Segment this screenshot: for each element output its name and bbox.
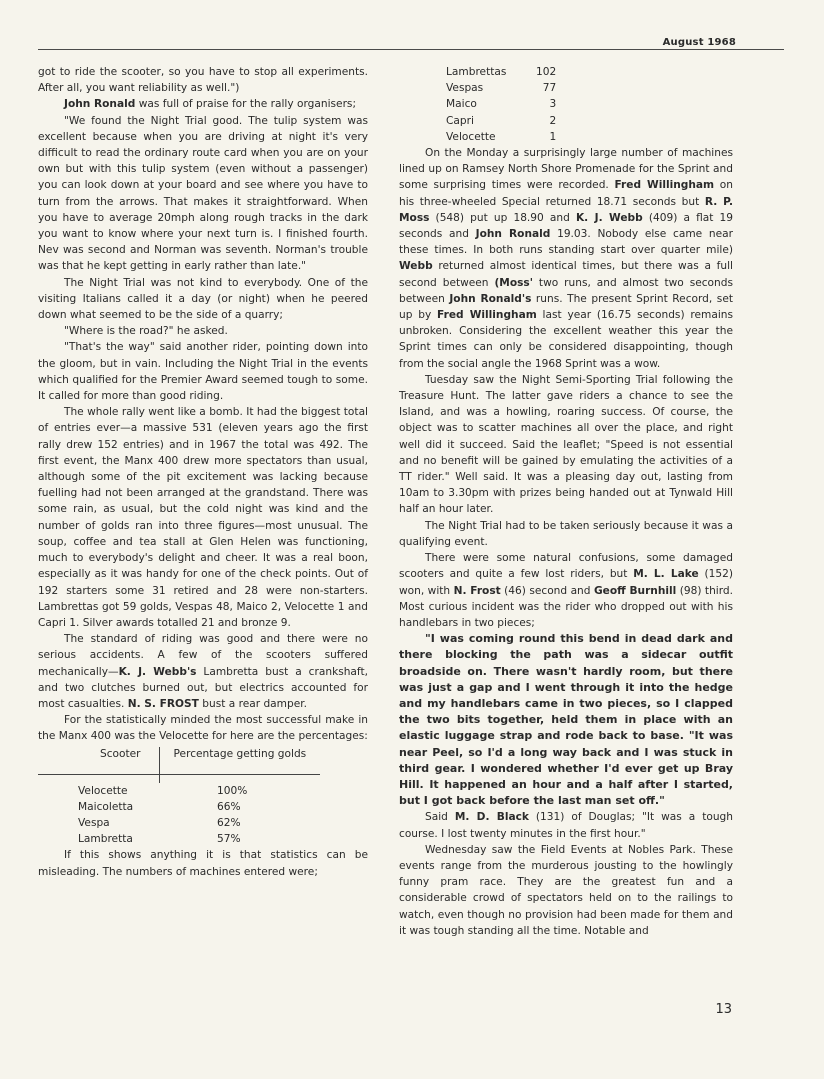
- person-name: N. Frost: [453, 584, 501, 597]
- table-row: Lambretta 57%: [78, 833, 241, 846]
- person-name: John Ronald: [475, 228, 551, 241]
- paragraph: John Ronald was full of praise for the rally organisers;: [64, 98, 357, 111]
- table-row: Vespa 62%: [78, 816, 241, 829]
- header-rule: [38, 49, 784, 50]
- table-row: Capri 2: [446, 114, 557, 127]
- person-name: R. P. Moss: [399, 195, 733, 224]
- paragraph: Tuesday saw the Night Semi-Sporting Trial following the Treasure Hunt. The latter gave riders a chance to see the Island, and was a howling, roaring success. Of course, the object was to scatter machines all over the place, and right well did it succeed. Said the leaflet; "Speed is not essential and no benefit will be gained by emulating the activities of a TT rider." Well said. It was a pleasing day out, lasting from 10am to 3.30pm with prizes being handed out at Tynwald Hill half an hour later.: [399, 373, 733, 516]
- paragraph: got to ride the scooter, so you have to stop all experiments. After all, you want reliability as well."): [38, 66, 368, 95]
- page-number: 13: [715, 1002, 732, 1017]
- person-name: M. L. Lake: [633, 568, 699, 581]
- table-header-scooter: Scooter: [38, 747, 159, 775]
- person-name: Geoff Burnhill: [593, 584, 677, 597]
- paragraph: "That's the way" said another rider, pointing down into the gloom, but in vain. Including the Night Trial in the events which qualified for the Premier Award seemed tough to some. It called for more than good riding.: [38, 341, 368, 403]
- bold-quote: "I was coming round this bend in dead dark and there blocking the path was a sidecar outfit broadside on. There wasn't hardly room, but there was just a gap and I went through it into the hedge and my handlebars came in two pieces, so I clapped the two bits together, held them in place with an elastic luggage strap and rode back to base. "It was near Peel, so I'd a long way back and I was stuck in third gear. I wondered whether I'd ever get up Bray Hill. It happened an hour and a half after I started, but I got back before the last man set off.": [399, 632, 733, 808]
- person-name: N. S. FROST: [127, 697, 199, 710]
- entries-table: [446, 64, 556, 145]
- paragraph: The standard of riding was good and there were no serious accidents. A few of the scooters suffered mechanically—K. J. Webb's Lambretta bust a crankshaft, and two clutches burned out, but electrics accounted for most casualties. N. S. FROST bust a rear damper.: [38, 633, 368, 710]
- person-name: Fred Willingham: [437, 309, 537, 322]
- person-name: Webb: [399, 260, 433, 273]
- table-row: Maicoletta 66%: [78, 800, 241, 813]
- person-name: K. J. Webb's: [118, 665, 197, 678]
- table-row: Vespas 77: [446, 82, 557, 95]
- percentage-table: [38, 747, 320, 848]
- quote-paragraph: "We found the Night Trial good. The tulip system was excellent because when you are driving at night it's very difficult to read the ordinary route card when you are on your own but with this tulip system (even without a passenger) you can look down at your board and see where you have to turn from the arrows. That makes it straightforward. When you have to average 20mph along rough tracks in the dark you want to know where your next turn is. I finished fourth. Nev was second and Norman was seventh. Norman's trouble was that he kept getting in early rather than late.": [38, 114, 368, 273]
- person-name: (Moss': [494, 276, 533, 289]
- right-column: [399, 64, 733, 939]
- paragraph: For the statistically minded the most successful make in the Manx 400 was the Velocette for here are the percentages:: [38, 714, 368, 743]
- person-name: Fred Willingham: [614, 179, 715, 192]
- paragraph: If this shows anything it is that statistics can be misleading. The numbers of machines entered were;: [38, 849, 368, 878]
- left-column: [38, 64, 368, 880]
- paragraph: The Night Trial had to be taken seriously because it was a qualifying event.: [399, 519, 733, 548]
- paragraph: There were some natural confusions, some damaged scooters and quite a few lost riders, but M. L. Lake (152) won, with N. Frost (46) second and Geoff Burnhill (98) third. Most curious incident was the rider who dropped out with his handlebars in two pieces;: [399, 552, 734, 629]
- paragraph: Wednesday saw the Field Events at Nobles Park. These events range from the murderous jousting to the howlingly funny pram race. They are the greatest fun and a considerable crowd of spectators held on to the railings to watch, even though no provision had been made for them and it was tough standing all the time. Notable and: [399, 843, 733, 937]
- paragraph: On the Monday a surprisingly large number of machines lined up on Ramsey North Shore Promenade for the Sprint and some surprising times were recorded. Fred Willingham on his three-wheeled Special returned 18.71 seconds but R. P. Moss (548) put up 18.90 and K. J. Webb (409) a flat 19 seconds and John Ronald 19.03. Nobody else came near these times. In both runs standing start over quarter mile) Webb returned almost identical times, but there was a full second between (Moss' two runs, and almost two seconds between John Ronald's runs. The present Sprint Record, set up by Fred Willingham last year (16.75 seconds) remains unbroken. Considering the excellent weather this year the Sprint times can only be considered disappointing, though from the social angle the 1968 Sprint was a wow.: [399, 147, 734, 370]
- table-row: Maico 3: [446, 98, 557, 111]
- paragraph: "Where is the road?" he asked.: [64, 325, 228, 338]
- paragraph: Said M. D. Black (131) of Douglas; "It was a tough course. I lost twenty minutes in the first hour.": [399, 811, 733, 840]
- person-name: John Ronald's: [449, 292, 532, 305]
- table-row: Velocette 100%: [78, 784, 248, 797]
- person-name: John Ronald: [64, 98, 136, 111]
- table-header-percentage: Percentage getting golds: [173, 747, 307, 760]
- person-name: M. D. Black: [454, 811, 529, 824]
- table-row: Lambrettas 102: [446, 66, 557, 78]
- table-row: Velocette 1: [446, 130, 557, 143]
- person-name: K. J. Webb: [575, 211, 643, 224]
- issue-date: August 1968: [662, 37, 736, 48]
- paragraph: The Night Trial was not kind to everybody. One of the visiting Italians called it a day (or night) when he peered down what seemed to be the side of a quarry;: [38, 276, 368, 322]
- paragraph: The whole rally went like a bomb. It had the biggest total of entries ever—a massive 531 (eleven years ago the first rally drew 152 entries) and in 1967 the total was 492. The first event, the Manx 400 drew more spectators than usual, although some of the pit excitement was lacking because fuelling had not been arranged at the grandstand. There was some rain, as usual, but the cold night was kind and the number of golds ran into three figures—most unusual. The soup, coffee and tea stall at Glen Helen was functioning, much to everybody's delight and cheer. It was a real boon, especially as it was handy for one of the check points. Out of 192 starters some 31 retired and 28 were non-starters. Lambrettas got 59 golds, Vespas 48, Maico 2, Velocette 1 and Capri 1. Silver awards totalled 21 and bronze 9.: [38, 406, 368, 629]
